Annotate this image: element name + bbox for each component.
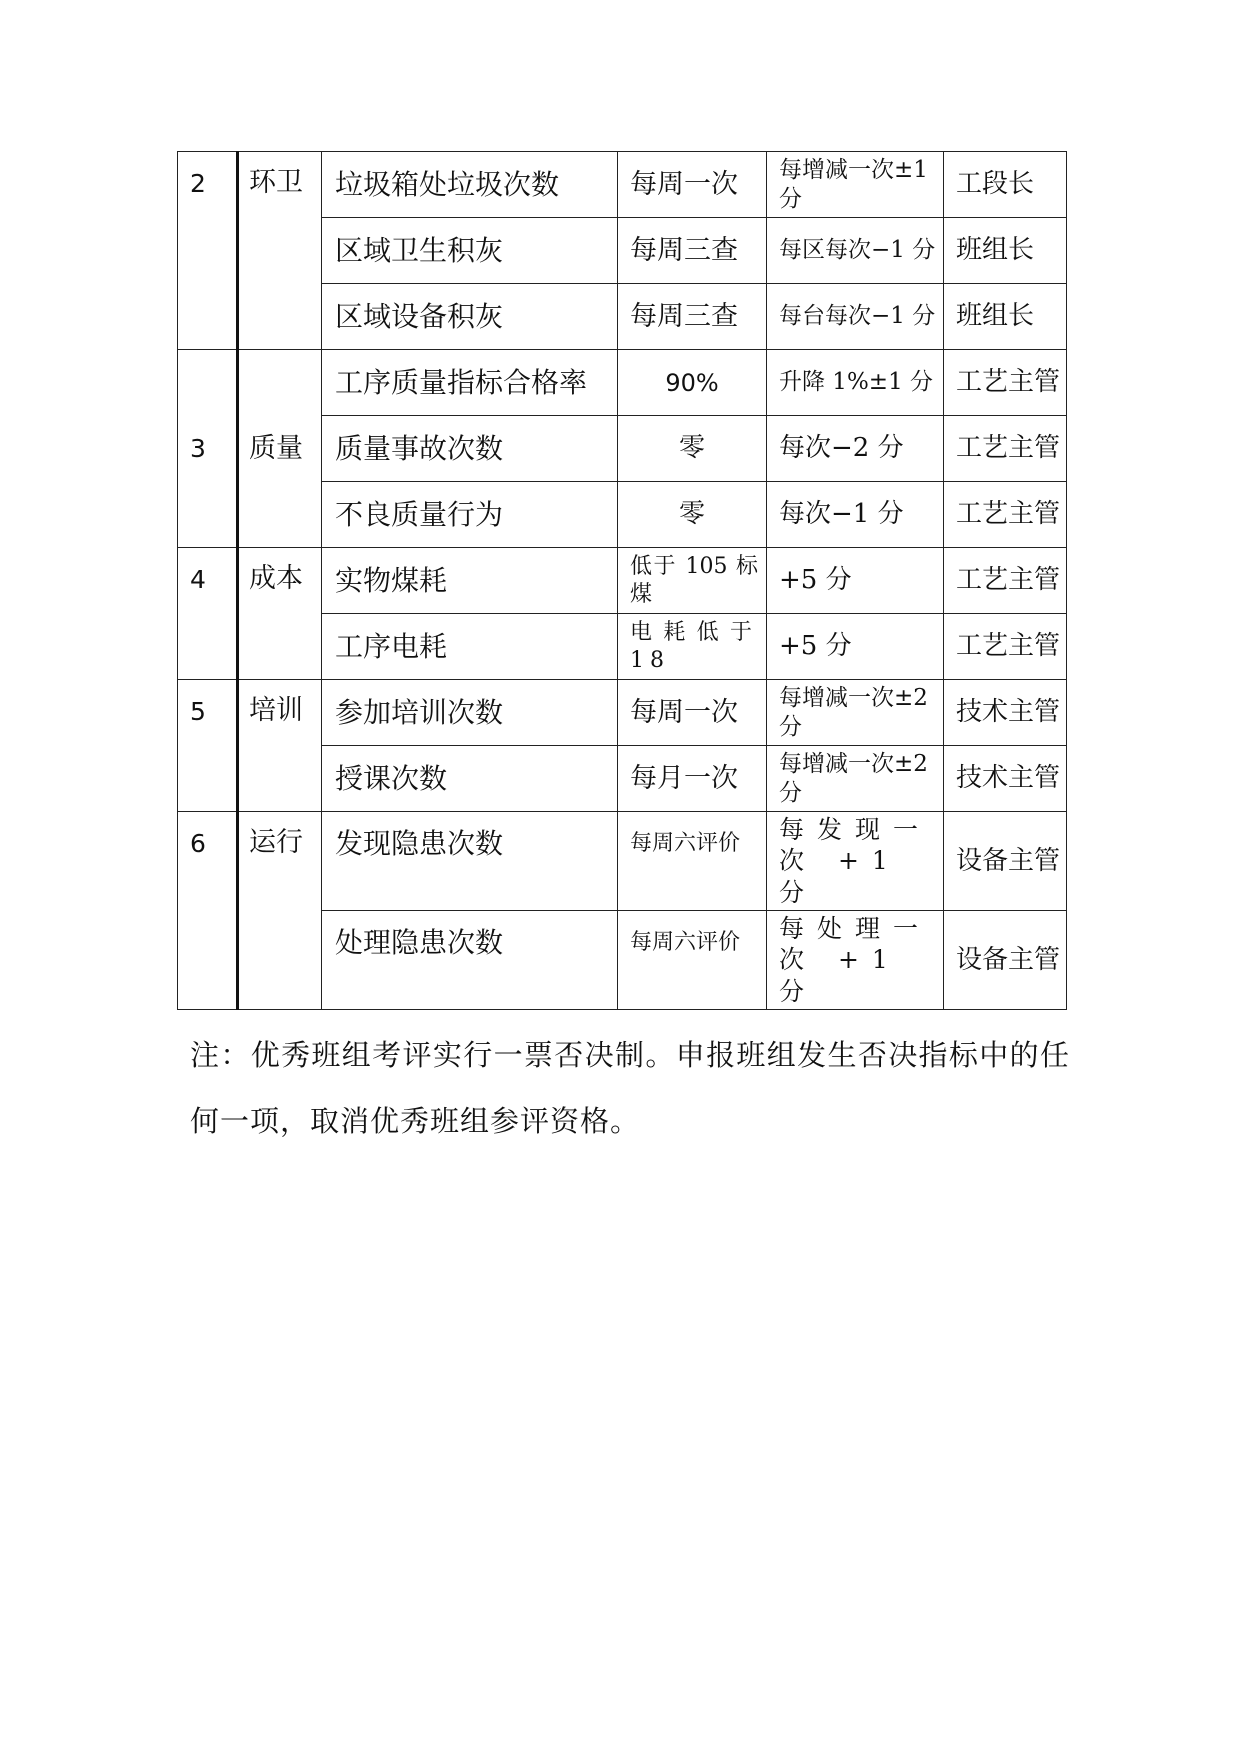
table-row [178, 548, 1067, 614]
score-cell: 每增减一次±2 分 [767, 680, 944, 746]
frequency-cell: 每周三查 [618, 218, 767, 284]
footnote: 注：优秀班组考评实行一票否决制。申报班组发生否决指标中的任何一项，取消优秀班组参评资格。 [190, 1038, 1070, 1138]
item-cell: 授课次数 [322, 746, 618, 812]
frequency-cell: 低于 105 标煤 [618, 548, 767, 614]
item-cell: 不良质量行为 [322, 482, 618, 548]
owner-cell: 工艺主管 [944, 482, 1067, 548]
frequency-cell: 每周一次 [618, 152, 767, 218]
category-cell: 质量 [238, 350, 322, 548]
owner-cell: 班组长 [944, 218, 1067, 284]
owner-cell: 技术主管 [944, 680, 1067, 746]
table-row [178, 350, 1067, 416]
row-number: 6 [178, 812, 238, 1010]
score-cell: 每次−1 分 [767, 482, 944, 548]
item-cell: 垃圾箱处垃圾次数 [322, 152, 618, 218]
score-cell: +5 分 [767, 548, 944, 614]
category-cell: 运行 [238, 812, 322, 1010]
item-cell: 区域卫生积灰 [322, 218, 618, 284]
frequency-cell: 每周三查 [618, 284, 767, 350]
frequency-cell: 零 [618, 482, 767, 548]
row-number: 3 [178, 350, 238, 548]
owner-cell: 设备主管 [944, 911, 1067, 1010]
frequency-cell: 零 [618, 416, 767, 482]
item-cell: 工序电耗 [322, 614, 618, 680]
owner-cell: 工段长 [944, 152, 1067, 218]
evaluation-table [177, 151, 1067, 1010]
category-cell: 环卫 [238, 152, 322, 350]
owner-cell: 工艺主管 [944, 548, 1067, 614]
item-cell: 区域设备积灰 [322, 284, 618, 350]
item-cell: 工序质量指标合格率 [322, 350, 618, 416]
score-cell: 每次−2 分 [767, 416, 944, 482]
frequency-cell: 电耗低于 18 [618, 614, 767, 680]
table-row [178, 152, 1067, 218]
score-cell: 每增减一次±2 分 [767, 746, 944, 812]
owner-cell: 工艺主管 [944, 350, 1067, 416]
owner-cell: 班组长 [944, 284, 1067, 350]
row-number: 4 [178, 548, 238, 680]
owner-cell: 设备主管 [944, 812, 1067, 911]
category-cell: 成本 [238, 548, 322, 680]
score-cell: 每增减一次±1 分 [767, 152, 944, 218]
score-cell: 每区每次−1 分 [767, 218, 944, 284]
owner-cell: 工艺主管 [944, 614, 1067, 680]
score-cell: 每台每次−1 分 [767, 284, 944, 350]
owner-cell: 工艺主管 [944, 416, 1067, 482]
frequency-cell: 每周六评价 [618, 911, 767, 1010]
row-number: 5 [178, 680, 238, 812]
frequency-cell: 90% [618, 350, 767, 416]
owner-cell: 技术主管 [944, 746, 1067, 812]
item-cell: 发现隐患次数 [322, 812, 618, 911]
frequency-cell: 每周一次 [618, 680, 767, 746]
frequency-cell: 每月一次 [618, 746, 767, 812]
item-cell: 处理隐患次数 [322, 911, 618, 1010]
score-cell: 每发现一次 +1 分 [767, 812, 944, 911]
table-row [178, 680, 1067, 746]
score-cell: 升降 1%±1 分 [767, 350, 944, 416]
item-cell: 参加培训次数 [322, 680, 618, 746]
score-cell: +5 分 [767, 614, 944, 680]
score-cell: 每处理一次 +1 分 [767, 911, 944, 1010]
category-cell: 培训 [238, 680, 322, 812]
item-cell: 实物煤耗 [322, 548, 618, 614]
table-row [178, 812, 1067, 911]
item-cell: 质量事故次数 [322, 416, 618, 482]
frequency-cell: 每周六评价 [618, 812, 767, 911]
row-number: 2 [178, 152, 238, 350]
